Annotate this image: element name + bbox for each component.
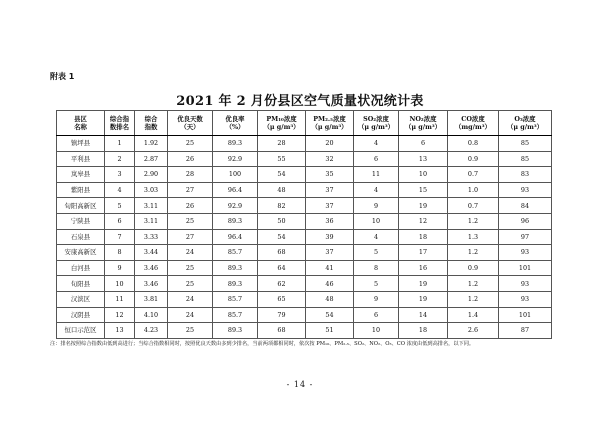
column-header-line2: （μ g/m³） [404, 123, 442, 131]
table-cell: 92.9 [213, 151, 258, 167]
county-name-cell: 镇坪县 [57, 136, 105, 152]
table-cell: 12 [399, 213, 448, 229]
table-cell: 93 [499, 182, 552, 198]
table-cell: 9 [105, 260, 135, 276]
table-cell: 2.6 [448, 323, 499, 339]
table-cell: 97 [499, 229, 552, 245]
air-quality-table [56, 110, 552, 339]
table-cell: 1.2 [448, 245, 499, 261]
column-header-line1: CO浓度 [461, 115, 485, 123]
table-cell: 96 [499, 213, 552, 229]
column-header [448, 111, 499, 136]
table-cell: 85.7 [213, 291, 258, 307]
table-cell: 24 [168, 245, 213, 261]
column-header-line2: （μ g/m³） [506, 123, 544, 131]
table-cell: 37 [306, 245, 354, 261]
table-cell: 46 [306, 276, 354, 292]
table-cell: 96.4 [213, 182, 258, 198]
table-row [57, 167, 552, 183]
table-cell: 3.46 [135, 260, 168, 276]
county-name-cell: 宁陕县 [57, 213, 105, 229]
county-name-cell: 汉滨区 [57, 291, 105, 307]
column-header [499, 111, 552, 136]
table-row [57, 198, 552, 214]
table-row [57, 245, 552, 261]
table-cell: 25 [168, 260, 213, 276]
table-cell: 18 [399, 323, 448, 339]
table-cell: 48 [306, 291, 354, 307]
column-header-line2: （mg/m³） [455, 123, 491, 131]
table-cell: 0.8 [448, 136, 499, 152]
column-header [213, 111, 258, 136]
table-cell: 3 [105, 167, 135, 183]
column-header-line1: NO₂浓度 [409, 115, 437, 123]
table-cell: 68 [258, 323, 306, 339]
column-header-line1: 综合指 [109, 115, 130, 123]
table-cell: 4 [105, 182, 135, 198]
column-header [399, 111, 448, 136]
table-cell: 93 [499, 245, 552, 261]
column-header-line1: 综合 [144, 115, 158, 123]
table-cell: 27 [168, 182, 213, 198]
table-cell: 89.3 [213, 276, 258, 292]
column-header-line2: （%） [225, 123, 245, 131]
table-cell: 14 [399, 307, 448, 323]
table-cell: 3.81 [135, 291, 168, 307]
table-cell: 51 [306, 323, 354, 339]
table-cell: 19 [399, 198, 448, 214]
table-cell: 89.3 [213, 260, 258, 276]
table-cell: 8 [354, 260, 399, 276]
table-cell: 3.46 [135, 276, 168, 292]
table-cell: 4 [354, 182, 399, 198]
table-cell: 32 [306, 151, 354, 167]
table-cell: 20 [306, 136, 354, 152]
table-title: 2021 年 2 月份县区空气质量状况统计表 [176, 94, 424, 109]
table-row [57, 151, 552, 167]
table-cell: 7 [105, 229, 135, 245]
table-cell: 6 [354, 151, 399, 167]
column-header [258, 111, 306, 136]
table-cell: 83 [499, 167, 552, 183]
table-cell: 1.3 [448, 229, 499, 245]
table-cell: 0.7 [448, 198, 499, 214]
table-cell: 13 [399, 151, 448, 167]
table-cell: 54 [258, 229, 306, 245]
column-header-line1: PM₁₀浓度 [266, 115, 297, 123]
table-cell: 10 [399, 167, 448, 183]
column-header [135, 111, 168, 136]
footnote: 注：排名按照综合指数由低到高进行；当综合指数相同时，按照优良天数由多到少排名，当前两项都相同时，依次按 PM₁₀、PM₂.₅、SO₂、NO₂、O₃、CO 浓度由低到高排名，以下同。 [50, 341, 475, 347]
table-cell: 3.44 [135, 245, 168, 261]
table-cell: 25 [168, 136, 213, 152]
table-cell: 0.7 [448, 167, 499, 183]
table-cell: 85.7 [213, 245, 258, 261]
table-cell: 36 [306, 213, 354, 229]
table-cell: 65 [258, 291, 306, 307]
table-cell: 35 [306, 167, 354, 183]
table-row [57, 182, 552, 198]
table-cell: 50 [258, 213, 306, 229]
county-name-cell: 汉阴县 [57, 307, 105, 323]
table-header-row [57, 111, 552, 136]
table-cell: 89.3 [213, 136, 258, 152]
county-name-cell: 安康高新区 [57, 245, 105, 261]
table-cell: 1.92 [135, 136, 168, 152]
column-header-line2: （μ g/m³） [263, 123, 300, 131]
table-cell: 25 [168, 213, 213, 229]
table-row [57, 260, 552, 276]
county-name-cell: 旬阳高新区 [57, 198, 105, 214]
appendix-label: 附表 1 [50, 72, 75, 81]
county-name-cell: 恒口示范区 [57, 323, 105, 339]
table-cell: 92.9 [213, 198, 258, 214]
table-row [57, 276, 552, 292]
table-cell: 55 [258, 151, 306, 167]
table-cell: 13 [105, 323, 135, 339]
table-cell: 64 [258, 260, 306, 276]
column-header-line2: 指数 [144, 123, 158, 131]
table-cell: 9 [354, 291, 399, 307]
table-cell: 85 [499, 151, 552, 167]
column-header [168, 111, 213, 136]
table-cell: 89.3 [213, 323, 258, 339]
table-cell: 12 [105, 307, 135, 323]
table-row [57, 307, 552, 323]
table-cell: 101 [499, 260, 552, 276]
table-cell: 3.33 [135, 229, 168, 245]
table-cell: 9 [354, 198, 399, 214]
table-cell: 24 [168, 291, 213, 307]
table-cell: 0.9 [448, 151, 499, 167]
table-cell: 3.11 [135, 213, 168, 229]
table-cell: 54 [306, 307, 354, 323]
column-header-line2: （天） [180, 123, 200, 131]
table-cell: 101 [499, 307, 552, 323]
table-cell: 26 [168, 198, 213, 214]
table-cell: 84 [499, 198, 552, 214]
table-cell: 85 [499, 136, 552, 152]
table-cell: 6 [354, 307, 399, 323]
table-cell: 5 [354, 245, 399, 261]
table-cell: 19 [399, 276, 448, 292]
table-cell: 89.3 [213, 213, 258, 229]
column-header-line1: 优良率 [225, 115, 245, 123]
table-cell: 1.4 [448, 307, 499, 323]
county-name-cell: 白河县 [57, 260, 105, 276]
column-header-line2: 数排名 [109, 123, 130, 131]
table-cell: 54 [258, 167, 306, 183]
column-header-line2: 名称 [74, 123, 87, 131]
table-cell: 93 [499, 291, 552, 307]
table-cell: 4.10 [135, 307, 168, 323]
column-header [306, 111, 354, 136]
table-cell: 15 [399, 182, 448, 198]
column-header [354, 111, 399, 136]
table-cell: 19 [399, 291, 448, 307]
table-cell: 1.2 [448, 276, 499, 292]
table-cell: 87 [499, 323, 552, 339]
table-cell: 85.7 [213, 307, 258, 323]
table-cell: 27 [168, 229, 213, 245]
column-header-line1: PM₂.₅浓度 [313, 115, 346, 123]
table-cell: 25 [168, 276, 213, 292]
table-cell: 28 [168, 167, 213, 183]
table-cell: 3.03 [135, 182, 168, 198]
table-cell: 96.4 [213, 229, 258, 245]
county-name-cell: 旬阳县 [57, 276, 105, 292]
table-cell: 5 [354, 276, 399, 292]
column-header [57, 111, 105, 136]
page-number: - 14 - [286, 380, 314, 389]
table-cell: 68 [258, 245, 306, 261]
table-row [57, 291, 552, 307]
column-header [105, 111, 135, 136]
table-cell: 6 [399, 136, 448, 152]
table-cell: 79 [258, 307, 306, 323]
county-name-cell: 紫阳县 [57, 182, 105, 198]
column-header-line1: 县区 [74, 115, 87, 123]
table-cell: 37 [306, 182, 354, 198]
table-cell: 1.2 [448, 213, 499, 229]
table-cell: 1.2 [448, 291, 499, 307]
table-cell: 6 [105, 213, 135, 229]
table-cell: 18 [399, 229, 448, 245]
table-cell: 17 [399, 245, 448, 261]
column-header-line1: SO₂浓度 [363, 115, 389, 123]
column-header-line1: 优良天数 [177, 115, 203, 123]
table-row [57, 323, 552, 339]
table-cell: 82 [258, 198, 306, 214]
table-cell: 2 [105, 151, 135, 167]
table-cell: 4 [354, 229, 399, 245]
column-header-line2: （μ g/m³） [311, 123, 348, 131]
table-cell: 2.87 [135, 151, 168, 167]
table-cell: 10 [354, 323, 399, 339]
table-row [57, 136, 552, 152]
column-header-line1: O₃浓度 [514, 115, 536, 123]
table-cell: 16 [399, 260, 448, 276]
county-name-cell: 平利县 [57, 151, 105, 167]
table-cell: 10 [354, 213, 399, 229]
table-cell: 24 [168, 307, 213, 323]
table-cell: 93 [499, 276, 552, 292]
table-body [57, 136, 552, 339]
table-cell: 39 [306, 229, 354, 245]
table-cell: 8 [105, 245, 135, 261]
table-cell: 100 [213, 167, 258, 183]
table-cell: 10 [105, 276, 135, 292]
table-cell: 5 [105, 198, 135, 214]
table-cell: 41 [306, 260, 354, 276]
table-cell: 62 [258, 276, 306, 292]
table-row [57, 229, 552, 245]
table-row [57, 213, 552, 229]
table-cell: 28 [258, 136, 306, 152]
table-cell: 26 [168, 151, 213, 167]
county-name-cell: 石泉县 [57, 229, 105, 245]
county-name-cell: 岚皋县 [57, 167, 105, 183]
column-header-line2: （μ g/m³） [357, 123, 395, 131]
table-cell: 1.0 [448, 182, 499, 198]
table-cell: 1 [105, 136, 135, 152]
table-cell: 0.9 [448, 260, 499, 276]
table-cell: 37 [306, 198, 354, 214]
table-cell: 11 [105, 291, 135, 307]
table-cell: 4 [354, 136, 399, 152]
table-cell: 11 [354, 167, 399, 183]
table-cell: 25 [168, 323, 213, 339]
table-cell: 2.90 [135, 167, 168, 183]
table-cell: 48 [258, 182, 306, 198]
table-cell: 3.11 [135, 198, 168, 214]
table-cell: 4.23 [135, 323, 168, 339]
